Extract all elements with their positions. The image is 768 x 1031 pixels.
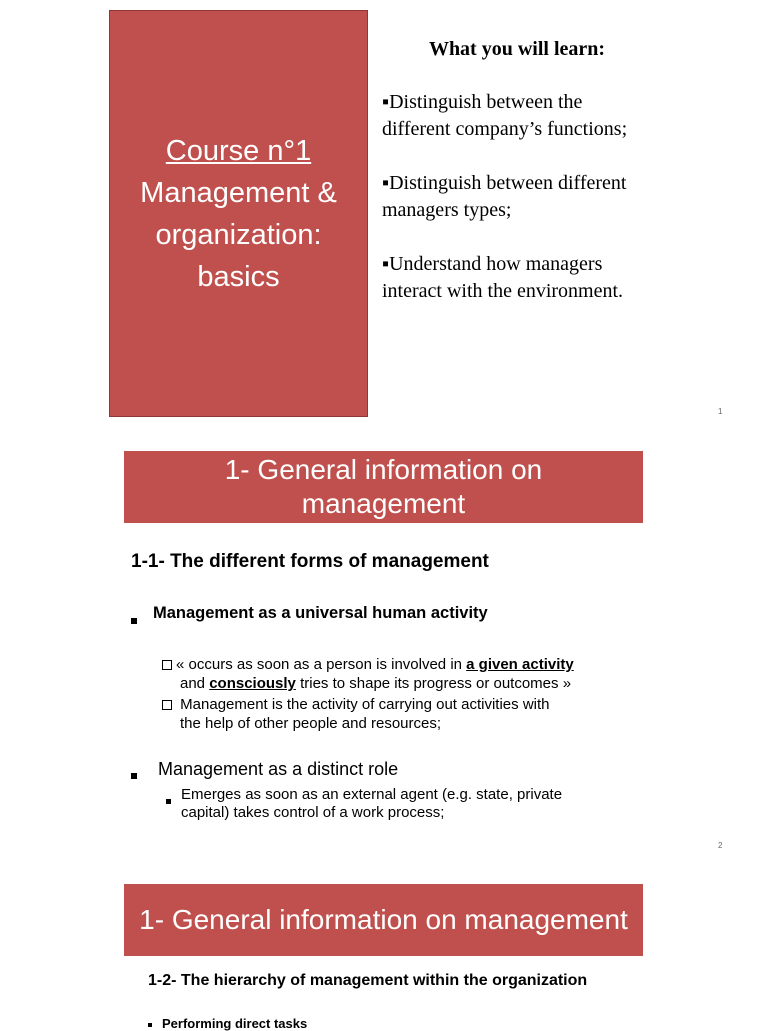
learn-item-3: ▪Understand how managers interact with the environment. — [382, 253, 624, 302]
quote-emphasis-1: a given activity — [466, 656, 574, 673]
definition-item — [162, 695, 632, 714]
quote-post: tries to shape its progress or outcomes » — [295, 675, 572, 692]
course-title-box — [109, 10, 368, 417]
definition-line-1: Management is the activity of carrying out activities with — [176, 696, 550, 713]
page-number-1: 1 — [718, 407, 723, 416]
sub-bullet-icon — [166, 791, 171, 809]
section-heading-1-2: 1-2- The hierarchy of management within the organization — [148, 972, 588, 989]
sub-item-line-1: Emerges as soon as an external agent (e.g. state, private — [181, 786, 563, 803]
quote-emphasis-2: consciously — [209, 675, 296, 692]
checkbox-square-icon — [162, 660, 172, 670]
course-title-line3: basics — [197, 260, 280, 293]
quote-item — [162, 655, 632, 674]
bullet-universal-activity: Management as a universal human activity — [153, 604, 488, 622]
learn-heading: What you will learn: — [428, 38, 606, 60]
quote-line-2 — [180, 674, 640, 693]
quote-mid: and — [180, 675, 210, 692]
course-title-line1: Management & — [140, 176, 337, 209]
sub-item-line-2: capital) takes control of a work process; — [181, 804, 445, 821]
quote-pre: « occurs as soon as a person is involved in — [176, 656, 467, 673]
banner-title: 1- General information on management — [224, 454, 543, 519]
learning-objectives — [382, 36, 652, 332]
section-banner-2 — [124, 884, 643, 956]
checkbox-square-icon — [162, 700, 172, 710]
bullet-distinct-role: Management as a distinct role — [158, 759, 399, 779]
learn-item-1: ▪Distinguish between the different company’s functions; — [382, 91, 628, 140]
section-banner-1 — [124, 451, 643, 523]
definition-line-2: the help of other people and resources; — [180, 715, 442, 732]
bullet-icon — [148, 1023, 152, 1027]
cut-off-text: Performing direct tasks — [162, 1016, 308, 1031]
banner-title: 1- General information on management — [139, 904, 628, 935]
bullet-icon — [131, 611, 137, 629]
section-heading-1-1: 1-1- The different forms of management — [131, 551, 489, 572]
course-title-line2: organization: — [155, 218, 322, 251]
course-label: Course n°1 — [165, 134, 312, 167]
learn-item-2: ▪Distinguish between different managers types; — [382, 172, 627, 221]
page-number-2: 2 — [718, 841, 723, 850]
bullet-icon — [131, 766, 137, 784]
